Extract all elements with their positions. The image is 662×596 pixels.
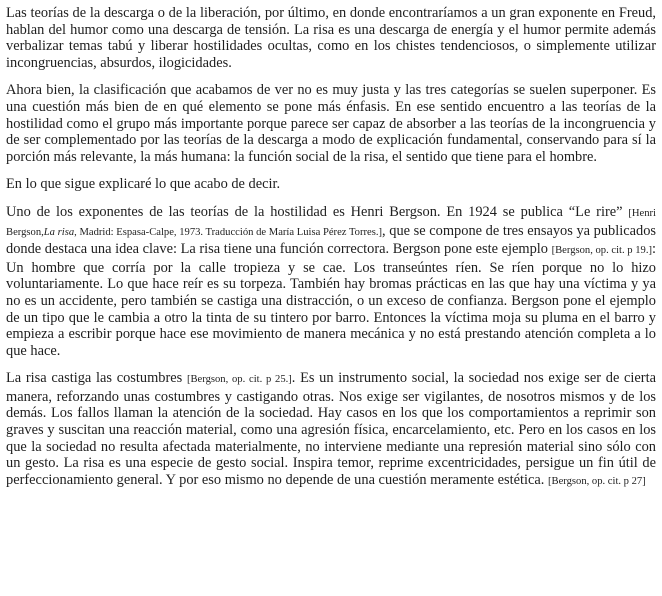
- citation-text: [Henri Bergson,: [6, 207, 656, 238]
- paragraph-text: . Es un instrumento social, la sociedad nos exige ser de cierta manera, reforzando unas costumbres y castigando otras. Nos exige ser vigilantes, de nosotros mismos y de los demás. Los fallos llaman la atención de la sociedad. Hay casos en los que los comportamientos a reprimir son graves y suscitan una reacción material, como una agresión física, encarcelamiento, etc. Pero en los casos en los que la sociedad no resulta afectada materialmente, no interviene mediante una represión material sino sólo con un gesto. La risa es una especie de gesto social. Inspira temor, reprime excentricidades, persigue un fin útil de perfeccionamiento general. Y por eso mismo no depende de una cuestión meramente estética.: [6, 370, 656, 488]
- citation-title: La risa: [43, 226, 75, 238]
- paragraph-text: Uno de los exponentes de las teorías de la hostilidad es Henri Bergson. En 1924 se publica “Le rire”: [6, 203, 629, 220]
- citation-p19: [Bergson, op. cit. p 19.]: [551, 245, 652, 257]
- paragraph-clasificacion: Ahora bien, la clasificación que acabamos de ver no es muy justa y las tres categorías se suelen superponer. Es una cuestión más bien de en qué elemento se pone más énfasis. En ese sentido encuentro a las teorías de la hostilidad como el grupo más importante porque parece ser capaz de absorber a las teorías de la incongruencia y de ser complementado por las teorías de la descarga a modo de explicación fundamental, conservando para sí la porción más relevante, la más humana: la función social de la risa, el sentido que tiene para el hombre.: [6, 82, 656, 165]
- paragraph-text: La risa castiga las costumbres: [6, 370, 187, 387]
- citation-text: , Madrid: Espasa-Calpe, 1973. Traducción de María Luisa Pérez Torres.]: [74, 226, 383, 238]
- paragraph-bergson: [6, 204, 656, 359]
- document-page: [6, 5, 656, 501]
- paragraph-risa-castiga: [6, 370, 656, 490]
- paragraph-descarga: Las teorías de la descarga o de la liberación, por último, en donde encontraríamos a un gran exponente en Freud, hablan del humor como una descarga de tensión. La risa es una descarga de energía y el humor permite además verbalizar temas tabú y liberar hostilidades ocultas, como en los chistes tendenciosos, o simplemente utilizar incongruencias, absurdos, ilogicidades.: [6, 5, 656, 71]
- citation-p25: [Bergson, op. cit. p 25.]: [186, 374, 292, 386]
- citation-p27: [Bergson, op. cit. p 27]: [547, 475, 646, 487]
- paragraph-text: : Un hombre que corría por la calle tropieza y se cae. Los transeúntes ríen. Se ríen porque no lo hizo voluntariamente. Lo que hace reír es su torpeza. También hay bromas prácticas en las que hay una víctima y ya no es un accidente, pero también se castiga una distracción, o un exceso de confianza. Bergson pone el ejemplo de un tipo que le cambia a otro la tinta de su tintero por barro. Entonces la víctima moja su pluma en el barro y empieza a escribir porque hace ese movimiento de manera mecánica y no está prestando atención completa a lo que hace.: [6, 241, 656, 359]
- paragraph-text: , que se compone de tres ensayos ya publicados donde destaca una idea clave: La risa tiene una función correctora. Bergson pone este ejemplo: [6, 222, 656, 258]
- paragraph-lo-que-sigue: En lo que sigue explicaré lo que acabo de decir.: [6, 176, 281, 193]
